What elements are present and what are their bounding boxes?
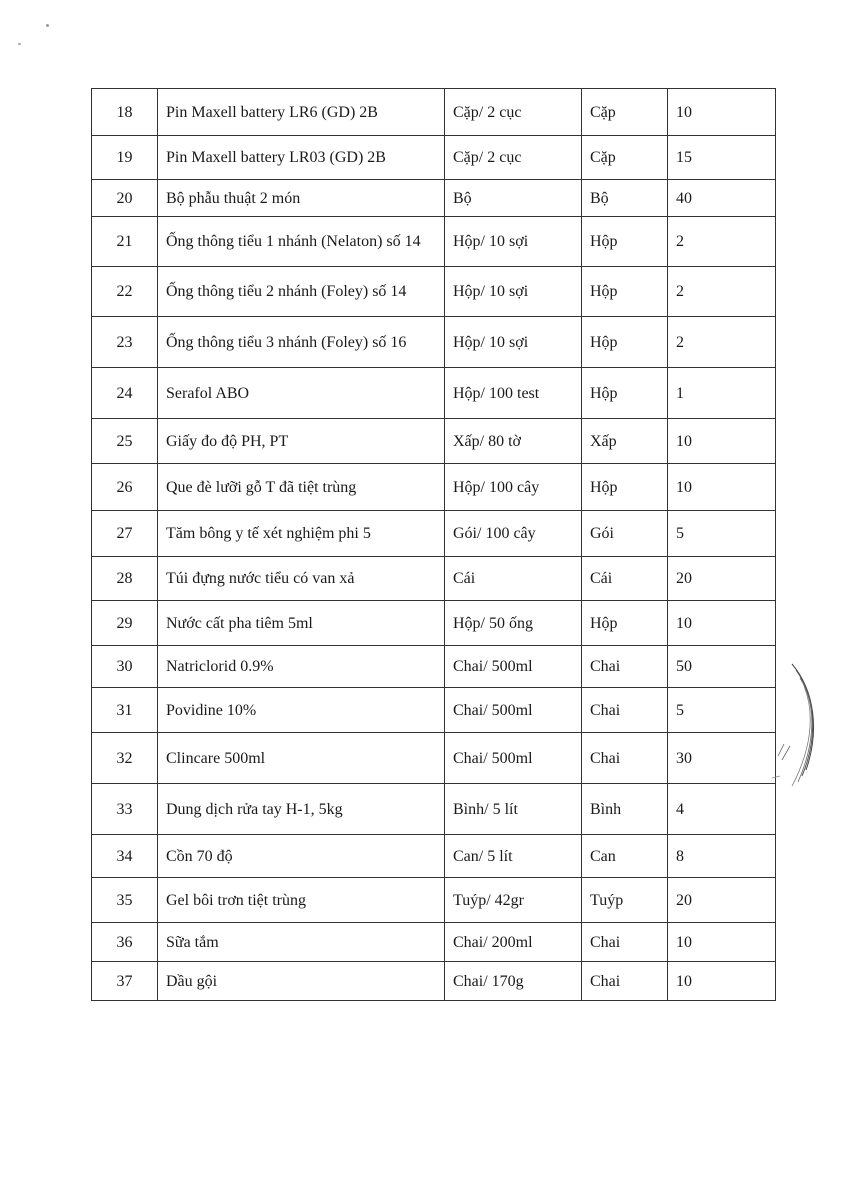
item-quantity: 10 xyxy=(668,464,776,511)
item-unit: Chai xyxy=(582,733,668,784)
item-unit: Cặp xyxy=(582,136,668,180)
row-number: 26 xyxy=(92,464,158,511)
row-number: 27 xyxy=(92,511,158,557)
item-unit: Bình xyxy=(582,784,668,835)
table-row xyxy=(92,601,776,646)
item-packaging: Bộ xyxy=(445,180,582,217)
table-row xyxy=(92,688,776,733)
item-quantity: 4 xyxy=(668,784,776,835)
item-name: Ống thông tiểu 2 nhánh (Foley) số 14 xyxy=(158,267,445,317)
item-name: Dầu gội xyxy=(158,962,445,1001)
item-packaging: Chai/ 200ml xyxy=(445,923,582,962)
table-row xyxy=(92,835,776,878)
item-quantity: 10 xyxy=(668,962,776,1001)
item-unit: Hộp xyxy=(582,601,668,646)
item-name: Povidine 10% xyxy=(158,688,445,733)
item-unit: Hộp xyxy=(582,317,668,368)
row-number: 25 xyxy=(92,419,158,464)
item-name: Cồn 70 độ xyxy=(158,835,445,878)
item-quantity: 40 xyxy=(668,180,776,217)
item-name: Giấy đo độ PH, PT xyxy=(158,419,445,464)
item-quantity: 10 xyxy=(668,923,776,962)
table-row xyxy=(92,317,776,368)
row-number: 24 xyxy=(92,368,158,419)
item-name: Ống thông tiểu 3 nhánh (Foley) số 16 xyxy=(158,317,445,368)
scan-speck xyxy=(18,43,21,45)
item-unit: Can xyxy=(582,835,668,878)
row-number: 20 xyxy=(92,180,158,217)
item-name: Bộ phẫu thuật 2 món xyxy=(158,180,445,217)
item-unit: Hộp xyxy=(582,464,668,511)
row-number: 35 xyxy=(92,878,158,923)
row-number: 31 xyxy=(92,688,158,733)
item-unit: Chai xyxy=(582,923,668,962)
scan-speck xyxy=(46,24,49,27)
row-number: 34 xyxy=(92,835,158,878)
row-number: 22 xyxy=(92,267,158,317)
row-number: 29 xyxy=(92,601,158,646)
row-number: 33 xyxy=(92,784,158,835)
table-row xyxy=(92,878,776,923)
item-packaging: Cặp/ 2 cục xyxy=(445,136,582,180)
item-packaging: Chai/ 500ml xyxy=(445,688,582,733)
item-name: Tăm bông y tế xét nghiệm phi 5 xyxy=(158,511,445,557)
table-row xyxy=(92,464,776,511)
table-row xyxy=(92,646,776,688)
row-number: 21 xyxy=(92,217,158,267)
item-name: Que đè lưỡi gỗ T đã tiệt trùng xyxy=(158,464,445,511)
table-row xyxy=(92,557,776,601)
item-unit: Hộp xyxy=(582,368,668,419)
item-quantity: 5 xyxy=(668,688,776,733)
item-unit: Tuýp xyxy=(582,878,668,923)
item-name: Pin Maxell battery LR6 (GD) 2B xyxy=(158,89,445,136)
item-name: Serafol ABO xyxy=(158,368,445,419)
row-number: 23 xyxy=(92,317,158,368)
table-row xyxy=(92,267,776,317)
item-unit: Chai xyxy=(582,962,668,1001)
table-row xyxy=(92,180,776,217)
row-number: 30 xyxy=(92,646,158,688)
item-quantity: 10 xyxy=(668,419,776,464)
item-unit: Gói xyxy=(582,511,668,557)
item-packaging: Gói/ 100 cây xyxy=(445,511,582,557)
supplies-table xyxy=(91,88,776,1001)
item-name: Natriclorid 0.9% xyxy=(158,646,445,688)
item-packaging: Hộp/ 10 sợi xyxy=(445,217,582,267)
table-row xyxy=(92,733,776,784)
item-quantity: 2 xyxy=(668,217,776,267)
item-quantity: 5 xyxy=(668,511,776,557)
item-unit: Cái xyxy=(582,557,668,601)
item-packaging: Can/ 5 lít xyxy=(445,835,582,878)
item-packaging: Cái xyxy=(445,557,582,601)
item-quantity: 30 xyxy=(668,733,776,784)
item-unit: Hộp xyxy=(582,217,668,267)
item-quantity: 8 xyxy=(668,835,776,878)
item-name: Dung dịch rửa tay H-1, 5kg xyxy=(158,784,445,835)
table-row xyxy=(92,217,776,267)
item-unit: Cặp xyxy=(582,89,668,136)
item-unit: Bộ xyxy=(582,180,668,217)
signature-scribble xyxy=(770,660,820,790)
item-quantity: 20 xyxy=(668,557,776,601)
item-packaging: Chai/ 170g xyxy=(445,962,582,1001)
row-number: 28 xyxy=(92,557,158,601)
item-name: Nước cất pha tiêm 5ml xyxy=(158,601,445,646)
item-quantity: 20 xyxy=(668,878,776,923)
item-name: Clincare 500ml xyxy=(158,733,445,784)
item-packaging: Hộp/ 100 test xyxy=(445,368,582,419)
item-name: Pin Maxell battery LR03 (GD) 2B xyxy=(158,136,445,180)
item-packaging: Tuýp/ 42gr xyxy=(445,878,582,923)
item-packaging: Hộp/ 10 sợi xyxy=(445,317,582,368)
item-unit: Chai xyxy=(582,688,668,733)
table-row xyxy=(92,368,776,419)
table-row xyxy=(92,784,776,835)
table-row xyxy=(92,962,776,1001)
item-quantity: 2 xyxy=(668,267,776,317)
item-unit: Xấp xyxy=(582,419,668,464)
item-name: Ống thông tiểu 1 nhánh (Nelaton) số 14 xyxy=(158,217,445,267)
item-quantity: 10 xyxy=(668,89,776,136)
table-row xyxy=(92,89,776,136)
row-number: 37 xyxy=(92,962,158,1001)
item-packaging: Chai/ 500ml xyxy=(445,646,582,688)
row-number: 18 xyxy=(92,89,158,136)
item-unit: Chai xyxy=(582,646,668,688)
item-quantity: 10 xyxy=(668,601,776,646)
table-row xyxy=(92,136,776,180)
item-packaging: Hộp/ 100 cây xyxy=(445,464,582,511)
item-packaging: Bình/ 5 lít xyxy=(445,784,582,835)
table-row xyxy=(92,923,776,962)
item-quantity: 15 xyxy=(668,136,776,180)
item-name: Gel bôi trơn tiệt trùng xyxy=(158,878,445,923)
item-packaging: Cặp/ 2 cục xyxy=(445,89,582,136)
table-row xyxy=(92,419,776,464)
table-row xyxy=(92,511,776,557)
row-number: 32 xyxy=(92,733,158,784)
item-name: Sữa tắm xyxy=(158,923,445,962)
item-quantity: 2 xyxy=(668,317,776,368)
item-unit: Hộp xyxy=(582,267,668,317)
item-packaging: Chai/ 500ml xyxy=(445,733,582,784)
item-quantity: 1 xyxy=(668,368,776,419)
item-name: Túi đựng nước tiểu có van xả xyxy=(158,557,445,601)
item-packaging: Hộp/ 50 ống xyxy=(445,601,582,646)
row-number: 36 xyxy=(92,923,158,962)
item-quantity: 50 xyxy=(668,646,776,688)
row-number: 19 xyxy=(92,136,158,180)
item-packaging: Hộp/ 10 sợi xyxy=(445,267,582,317)
item-packaging: Xấp/ 80 tờ xyxy=(445,419,582,464)
